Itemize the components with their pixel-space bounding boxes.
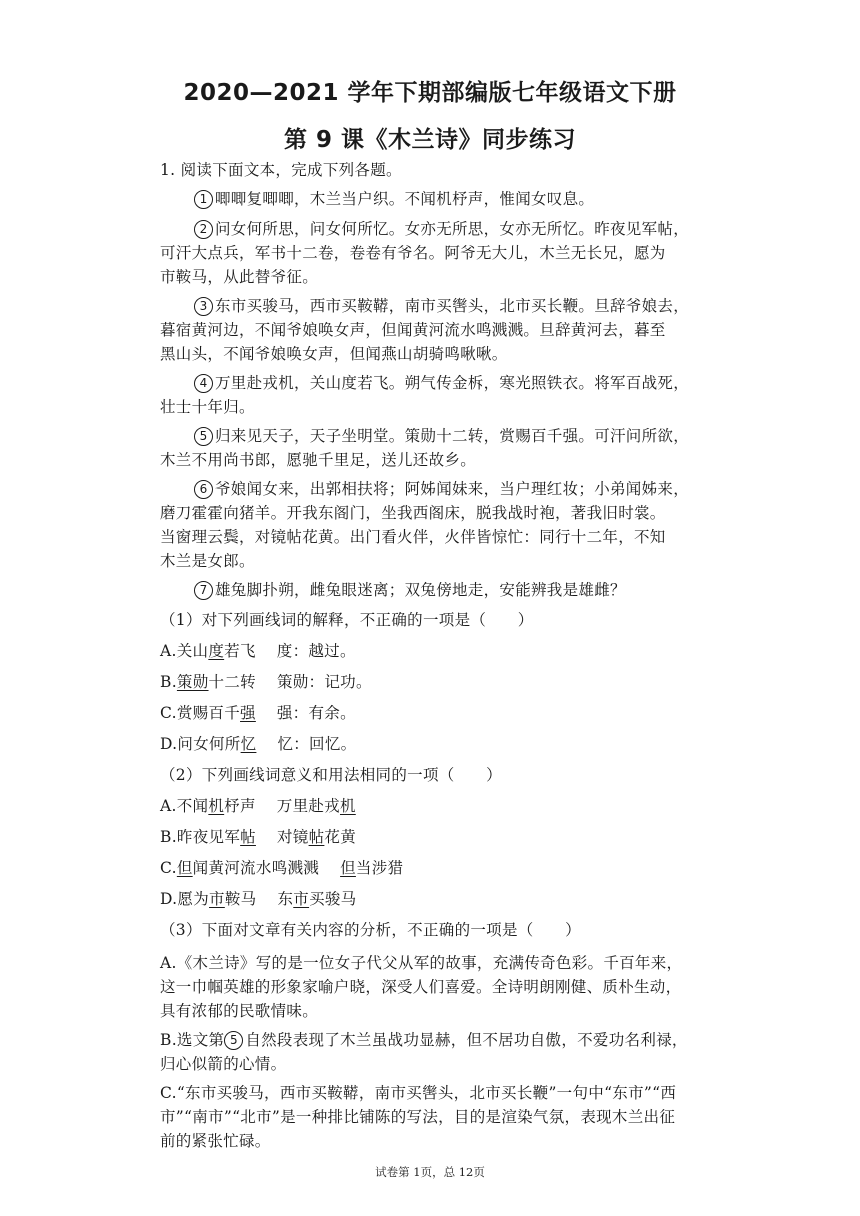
q1-option-b: B.策勋十二转 策勋：记功。 (160, 673, 372, 691)
paragraph-number-6: 6 (194, 480, 213, 499)
lesson-title: 第 9 课《木兰诗》同步练习 (283, 127, 577, 153)
q3-option-c-line: 市”“南市”“北市”是一种排比铺陈的写法，目的是渲染气氛，表现木兰出征 (160, 1108, 676, 1126)
q2-option-d: D.愿为市鞍马 东市买骏马 (160, 890, 357, 908)
poem-paragraph-1: 1 唧唧复唧唧，木兰当户织。不闻机杼声，惟闻女叹息。 (194, 186, 754, 212)
poem-paragraph-4: 4 万里赴戎机，关山度若飞。朔气传金柝，寒光照铁衣。将军百战死， (194, 370, 754, 396)
poem-paragraph-5: 5 归来见天子，天子坐明堂。策勋十二转，赏赐百千强。可汗问所欲， (194, 423, 754, 449)
q3-option-a-line: 具有浓郁的民歌情味。 (160, 1002, 319, 1020)
paragraph-number-4: 4 (194, 374, 213, 393)
poem-paragraph-3: 3 东市买骏马，西市买鞍鞯，南市买辔头，北市买长鞭。旦辞爷娘去， (194, 293, 754, 319)
paragraph-number-ref: 5 (224, 1031, 243, 1050)
q2-option-b: B.昨夜见军帖 对镜帖花黄 (160, 828, 356, 846)
poem-line: 可汗大点兵，军书十二卷，卷卷有爷名。阿爷无大儿，木兰无长兄，愿为 (160, 244, 666, 262)
q2-option-a: A.不闻机杼声 万里赴戎机 (160, 797, 356, 815)
q2-stem: （2）下列画线词意义和用法相同的一项（ ） (160, 766, 502, 784)
paragraph-number-2: 2 (194, 220, 213, 239)
q3-option-b-line: 归心似箭的心情。 (160, 1055, 287, 1073)
page-footer: 试卷第 1页，总 12页 (375, 1165, 485, 1179)
poem-line: 木兰是女郎。 (160, 552, 255, 570)
q1-option-a: A.关山度若飞 度：越过。 (160, 642, 356, 660)
poem-paragraph-7: 7 雄兔脚扑朔，雌兔眼迷离；双兔傍地走，安能辨我是雄雌？ (194, 577, 754, 603)
q3-option-c-line: 前的紧张忙碌。 (160, 1132, 271, 1150)
poem-line: 市鞍马，从此替爷征。 (160, 268, 319, 286)
poem-line: 木兰不用尚书郎，愿驰千里足，送儿还故乡。 (160, 451, 477, 469)
q2-option-c: C.但闻黄河流水鸣溅溅 但当涉猎 (160, 859, 404, 877)
poem-line: 当窗理云鬓，对镜帖花黄。出门看火伴，火伴皆惊忙：同行十二年，不知 (160, 528, 666, 546)
q3-option-a: A.《木兰诗》写的是一位女子代父从军的故事，充满传奇色彩。千百年来， (160, 954, 683, 972)
q1-option-c: C.赏赐百千强 强：有余。 (160, 704, 356, 722)
question-intro: 1. 阅读下面文本，完成下列各题。 (160, 161, 402, 179)
q3-option-b: B.选文第 5 自然段表现了木兰虽战功显赫，但不居功自傲，不爱功名利禄， (160, 1031, 688, 1049)
poem-line: 磨刀霍霍向猪羊。开我东阁门，坐我西阁床，脱我战时袍，著我旧时裳。 (160, 504, 666, 522)
q3-stem: （3）下面对文章有关内容的分析，不正确的一项是（ ） (160, 921, 581, 939)
q1-stem: （1）对下列画线词的解释，不正确的一项是（ ） (160, 611, 534, 629)
poem-line: 壮士十年归。 (160, 398, 255, 416)
poem-paragraph-6: 6 爷娘闻女来，出郭相扶将；阿姊闻妹来，当户理红妆；小弟闻姊来， (194, 476, 754, 502)
poem-paragraph-2: 2 问女何所思，问女何所忆。女亦无所思，女亦无所忆。昨夜见军帖， (194, 216, 754, 242)
poem-line: 黑山头，不闻爷娘唤女声，但闻燕山胡骑鸣啾啾。 (160, 345, 508, 363)
paragraph-number-3: 3 (194, 297, 213, 316)
document-title: 2020—2021 学年下期部编版七年级语文下册 (183, 80, 677, 106)
paragraph-number-1: 1 (194, 190, 213, 209)
paragraph-number-5: 5 (194, 427, 213, 446)
paragraph-number-7: 7 (194, 581, 213, 600)
q3-option-c: C.“东市买骏马，西市买鞍鞯，南市买辔头，北市买长鞭”一句中“东市”“西 (160, 1084, 677, 1102)
q3-option-a-line: 这一巾帼英雄的形象家喻户晓，深受人们喜爱。全诗明朗刚健、质朴生动， (160, 978, 682, 996)
poem-line: 暮宿黄河边，不闻爷娘唤女声，但闻黄河流水鸣溅溅。旦辞黄河去，暮至 (160, 321, 666, 339)
q1-option-d: D.问女何所忆 忆：回忆。 (160, 735, 357, 753)
